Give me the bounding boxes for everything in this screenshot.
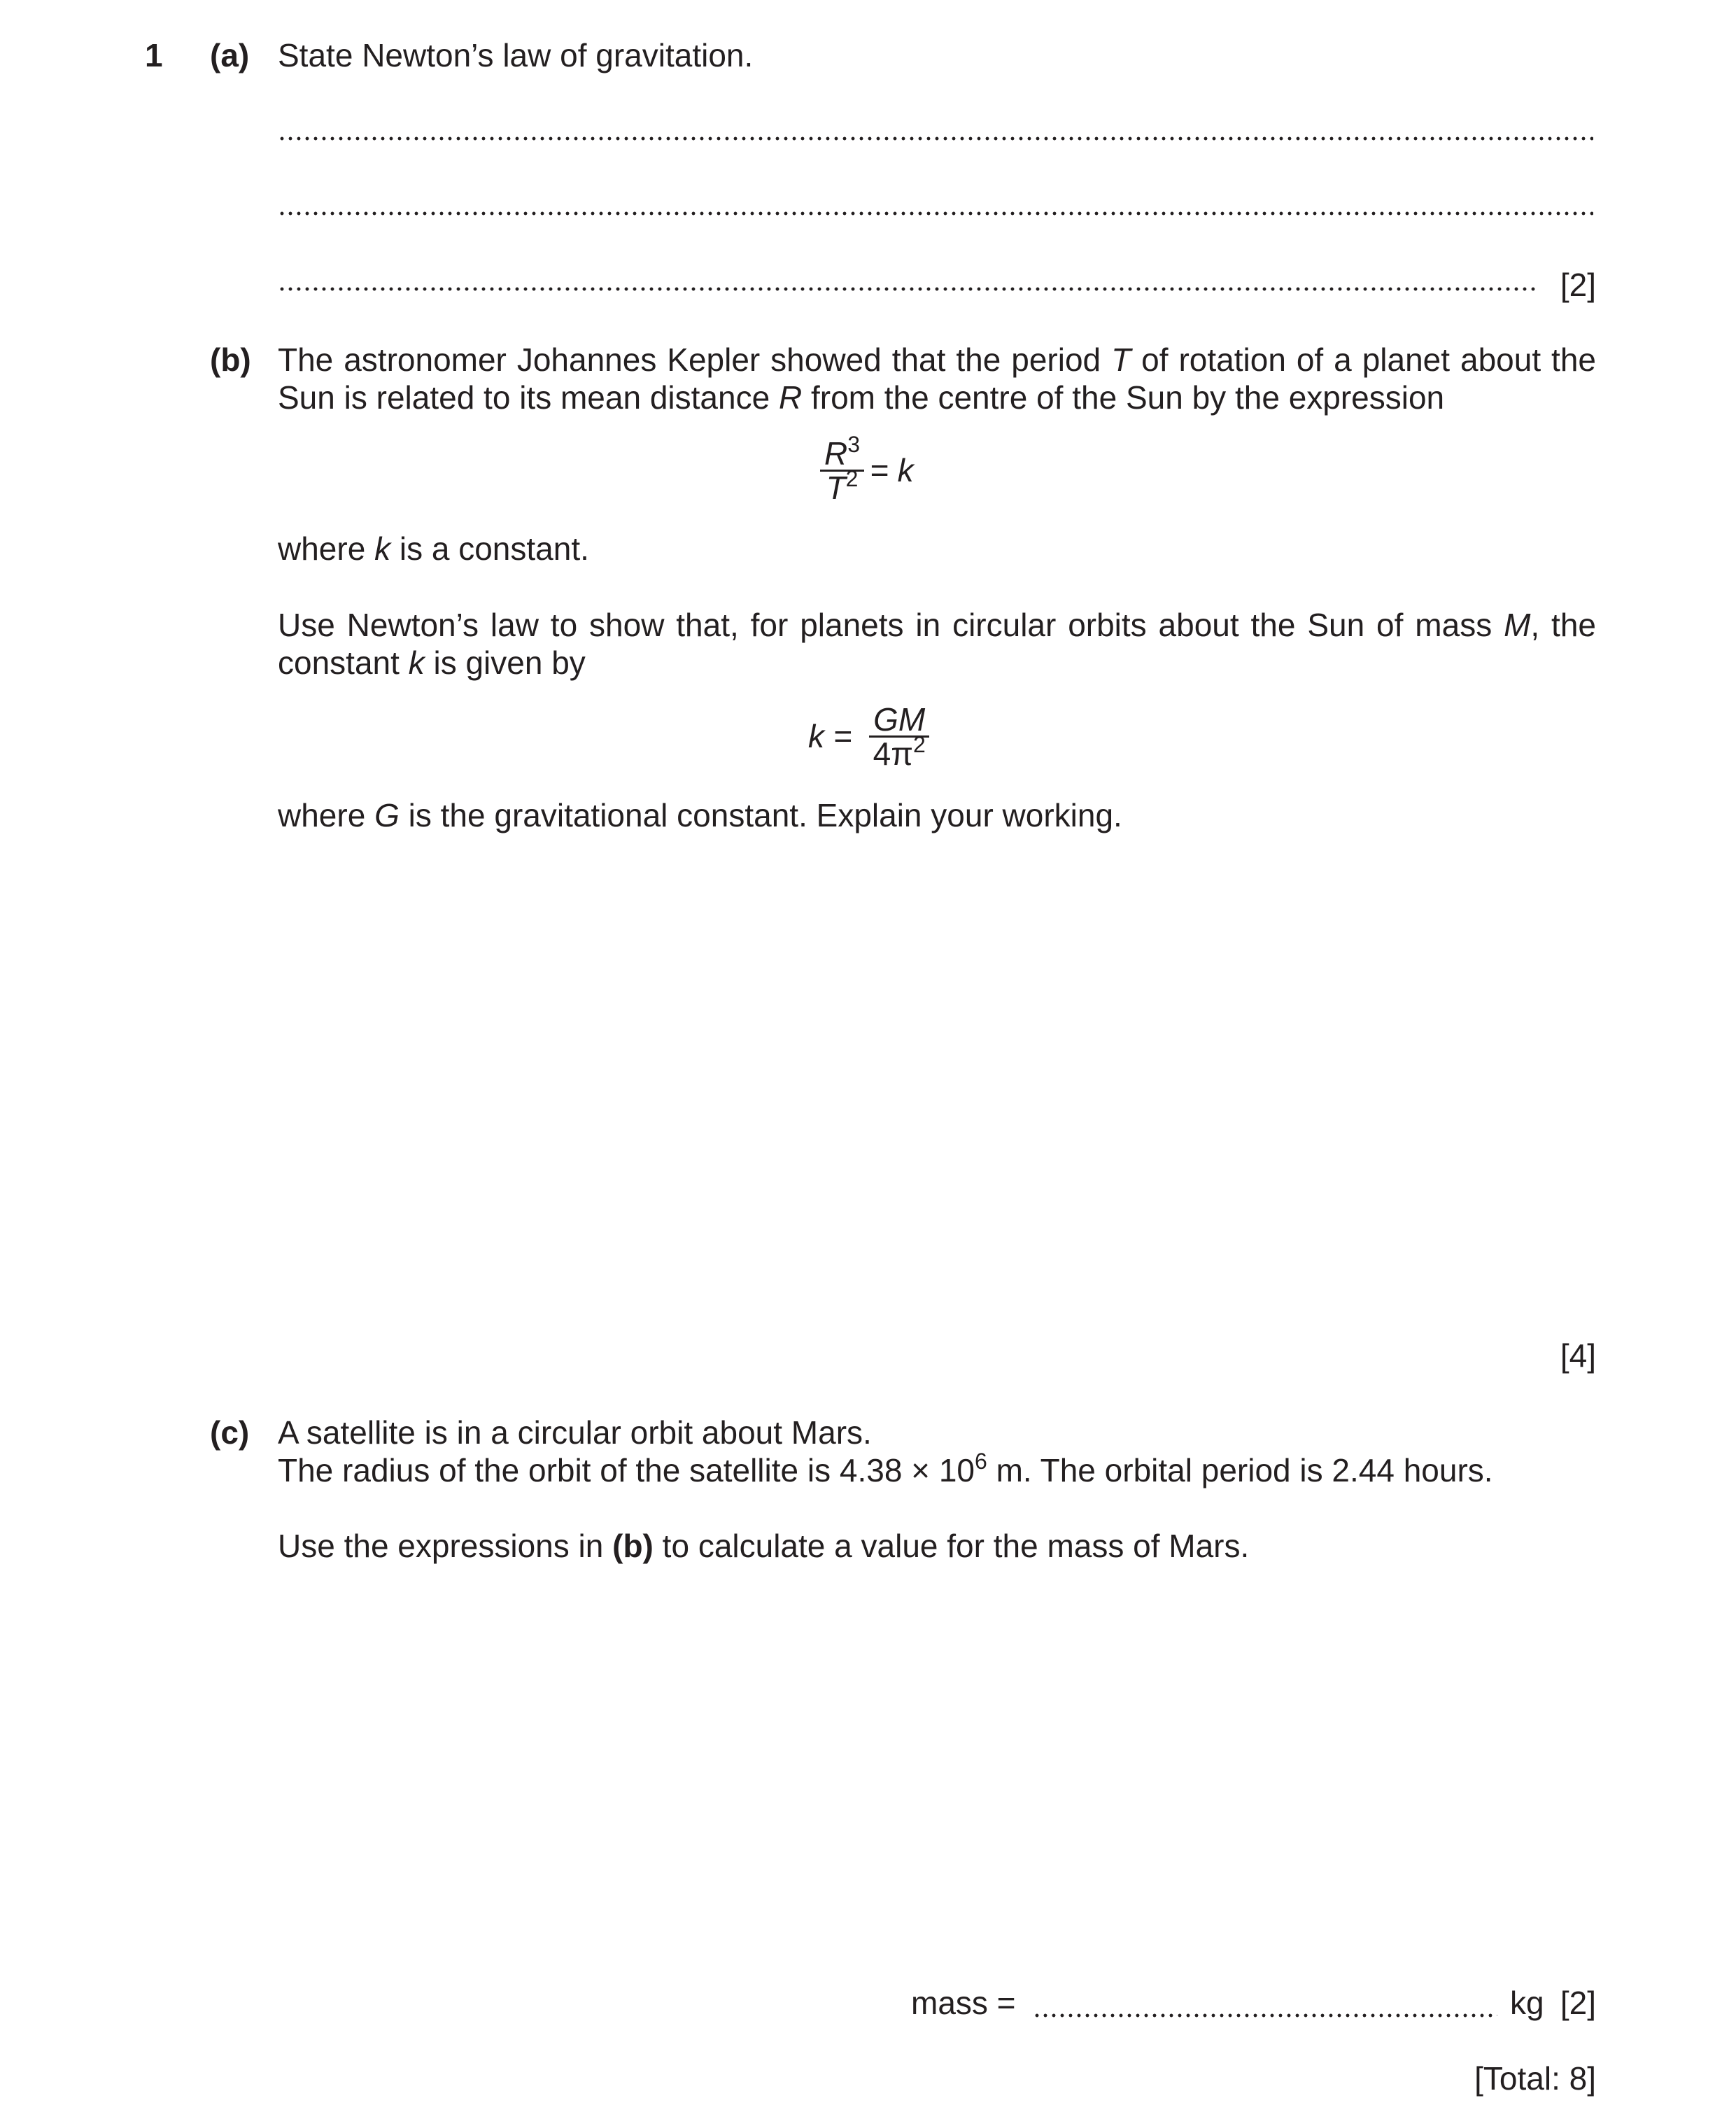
answer-line-a-1[interactable]: [278, 135, 1593, 142]
use-newton-line-2: constant k is given by: [278, 645, 586, 681]
answer-line-a-2[interactable]: [278, 210, 1593, 217]
part-b-marks: [4]: [1560, 1337, 1596, 1374]
part-b-line-2: Sun is related to its mean distance R from the centre of the Sun by the expression: [278, 379, 1445, 416]
k-equation-lhs: k =: [808, 717, 852, 754]
answer-line-a-3[interactable]: [278, 286, 1537, 293]
where-k-line: where k is a constant.: [278, 530, 589, 567]
use-newton-line-1: Use Newton’s law to show that, for planets in circular orbits about the Sun of mass M, the: [278, 607, 1597, 643]
question-number: 1: [145, 37, 163, 73]
part-a-prompt: State Newton’s law of gravitation.: [278, 37, 754, 73]
mass-label: mass =: [911, 1985, 1016, 2021]
part-c-label: (c): [210, 1414, 250, 1451]
k-equation: [808, 703, 930, 770]
mass-unit: kg: [1510, 1985, 1544, 2021]
part-c-line-1: A satellite is in a circular orbit about Mars.: [278, 1414, 872, 1451]
part-c-working-area[interactable]: [278, 1589, 1596, 1952]
part-b-working-area[interactable]: [278, 861, 1596, 1316]
where-g-line: where G is the gravitational constant. Explain your working.: [278, 797, 1122, 833]
part-c-line-2: The radius of the orbit of the satellite is $4.38 \times 10^6$ m. The orbital period is 2.44 hours.: [278, 1449, 1493, 1488]
kepler-equation: [820, 432, 914, 506]
mass-answer-line[interactable]: [1033, 2012, 1497, 2019]
total-marks: [Total: 8]: [1474, 2060, 1596, 2097]
part-c-marks: [2]: [1560, 1985, 1596, 2021]
part-a-label: (a): [210, 37, 250, 73]
part-b-line-1: The astronomer Johannes Kepler showed that the period T of rotation of a planet about the: [278, 342, 1596, 378]
part-c-line-3: Use the expressions in (b) to calculate a value for the mass of Mars.: [278, 1528, 1250, 1564]
part-b-label: (b): [210, 342, 251, 378]
part-a-marks: [2]: [1560, 267, 1596, 303]
kepler-fraction: $\frac{R^3}{T^2}$: [820, 437, 864, 504]
kepler-rhs: = k: [870, 451, 914, 488]
k-fraction: $\frac{GM}{4\pi^2}$: [869, 703, 930, 770]
